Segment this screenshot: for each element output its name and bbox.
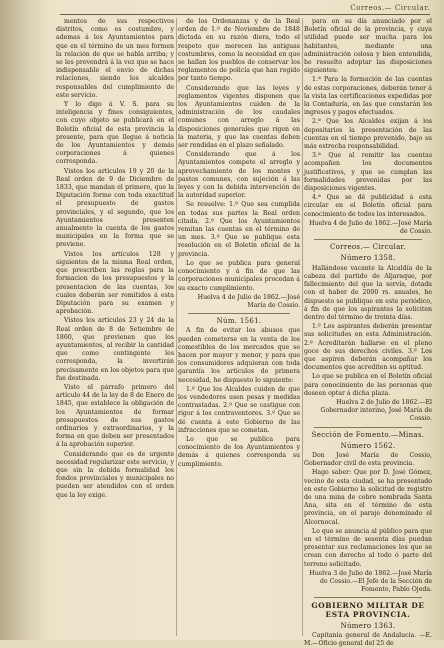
paragraph: Lo que se anuncia al público para que en el término de sesenta días puedan presentar sus reclamaciones los que se crean con derecho al todo ó parte del terreno solicitado. bbox=[304, 527, 432, 568]
paragraph: Lo que se publica en el Boletín oficial para conocimiento de las personas que deseen optar á dicha plaza. bbox=[304, 373, 432, 397]
paragraph: 2.ª Que los Alcaldes exijan á los depositarios la presentación de las cuentas en el tiempo prevenido, bajo su más estrecha responsabilidad. bbox=[304, 118, 432, 151]
section-number: Número 1358. bbox=[340, 254, 396, 263]
column-separator bbox=[302, 18, 303, 636]
paragraph: Vistos los artículos 128 y siguientes de la misma Real orden, que prescriben las reglas para la formacion de los presupuestos y la presentacion de las cuentas, los cuales deberán ser remitidos á esta Diputación para su examen y aprobación. bbox=[56, 250, 174, 316]
paragraph: Lo que se publica para general conocimiento y á fin de que las corporaciones municipales procedan á su exacto cumplimiento. bbox=[178, 259, 300, 292]
section-heading: Correos.— Circular. bbox=[330, 243, 406, 252]
paragraph: Hallándose vacante la Alcaldía de la cabeza del partido de Aljaraque, por fallecimiento del que la servía, dotada con el haber de 2000 rs. anuales, he dispuesto se publique en este periódico, á fin de que los aspirantes la soliciten dentro del término de treinta días. bbox=[304, 264, 432, 321]
paragraph: Considerando que es de urgente necesidad regularizar este servicio, y que sin la debida formalidad los fondos provinciales y municipales no pueden ser atendidos con el orden que la ley exige. bbox=[56, 450, 174, 499]
divider bbox=[314, 597, 422, 598]
signature: Huelva 3 de Julio de 1862.—José María de Cossio.—El Jefe de la Sección de Fomento, Pablo Ojeda. bbox=[309, 569, 432, 594]
column-2 bbox=[178, 18, 300, 636]
paragraph: Considerando que las leyes y reglamentos vigentes disponen que los Ayuntamientos cuiden de la administración de los caudales comunes con arreglo á las disposiciones generales que rigen en la materia, y que las cuentas deben ser rendidas en el plazo señalado. bbox=[178, 84, 300, 150]
divider bbox=[314, 239, 422, 240]
paragraph: 4.ª Que se dé publicidad á esta circular en el Boletín oficial para conocimiento de todos los interesados. bbox=[304, 194, 432, 218]
paragraph: Vistos los artículos 19 y 20 de la Real orden de 9 de Diciembre de 1833, que mandan el primero, que la Diputación forme con toda exactitud el presupuesto de gastos provinciales, y el segundo, que los Ayuntamientos presenten anualmente la cuenta de los gastos municipales en la forma que se previene. bbox=[56, 167, 174, 249]
paragraph: Considerando que á los Ayuntamientos compete el arreglo y aprovechamiento de los montes y pastos comunes, con sujeción á las leyes y con la debida intervención de la autoridad superior. bbox=[178, 151, 300, 200]
divider bbox=[314, 427, 422, 428]
column-separator bbox=[176, 18, 177, 636]
paragraph: Don José María de Cossio, Gobernador civil de esta provincia. bbox=[304, 451, 432, 468]
signature: Huelva 4 de Julio de 1862.—José María de Cossio. bbox=[197, 293, 300, 309]
binding-shadow bbox=[0, 0, 50, 640]
paragraph: Lo que se publica para conocimiento de los Ayuntamientos y demás á quienes corresponda su cumplimiento. bbox=[178, 435, 300, 468]
paragraph: de los Ordenanzas y de la Real orden de 1.º de Noviembre de 1848 dictada en su razón diera, todo el respeto que merecen las antiguas costumbres, como la necesidad en que se hallan los pueblos de conservar los reglamentos de policía que han regido por tanto tiempo. bbox=[178, 18, 300, 83]
paragraph: 3.ª Que al remitir las cuentas acompañen los documentos justificativos, y que se cumplan las formalidades prevenidas por las disposiciones vigentes. bbox=[304, 152, 432, 193]
section-number: Número 1363. bbox=[340, 621, 396, 630]
paragraph: Se resuelve: 1.º Que sea cumplida en todas sus partes la Real orden citada. 2.º Que los Ayuntamientos remitan las cuentas en el término de un mes. 3.º Que se publique esta resolución en el Boletín oficial de la provincia. bbox=[178, 201, 300, 258]
signature: Huelva 4 de Julio de 1862.—José María de Cossio. bbox=[309, 219, 432, 236]
paragraph: A fin de evitar los abusos que pueden cometerse en la venta de los comestibles de los mercados que se hacen por mayor y menor, y para que los consumidores adquieran con toda garantía los artículos de primera necesidad, he dispuesto lo siguiente: bbox=[178, 327, 300, 384]
paragraph: Capitanía general de Andalucía. —E. M.—Oficio general del 25 de bbox=[304, 632, 432, 648]
header-rule bbox=[60, 14, 430, 15]
paragraph: Vistos los artículos 23 y 24 de la Real orden de 8 de Setiembre de 1860, que previenen que los ayuntamientos, al recibir la cantidad que como contingente les corresponda, la invertirán precisamente en los objetos para que fue destinada. bbox=[56, 317, 174, 382]
paragraph: Hago saber: Que por D. José Gómez, vecino de esta ciudad, se ha presentado en este Gobierno la solicitud de registro de una mina de cobre nombrada Santa Ana, sita en el término de esta provincia, en el paraje denominado el Alcornocal. bbox=[304, 469, 432, 526]
signature: Huelva 2 de Julio de 1862.—El Gobernador interino, José María de Cossio. bbox=[320, 398, 432, 423]
paragraph: Visto el párrafo primero del artículo 44 de la ley de 8 de Enero de 1845, que establece la obligación de los Ayuntamientos de formar presupuestos de sus gastos ordinarios y extraordinarios, y la forma en que deben ser presentados á la aprobación superior. bbox=[56, 383, 174, 449]
paragraph: para en su día anunciado por el Boletín oficial de la provincia, y cuya utilidad puede ser mucha para los habitantes, mediante una administración celosa y bien entendida, he resuelto adoptar las disposiciones siguientes: bbox=[304, 18, 432, 75]
paragraph: Y lo digo á V. S. para su inteligencia y fines consiguientes, con cuyo objeto se publicará en el Boletín oficial de esta provincia la presente, para que llegue á noticia de los Ayuntamientos y demás corporaciones á quienes corresponda. bbox=[56, 101, 174, 166]
section-number: Número 1562. bbox=[340, 441, 396, 450]
paragraph: mentos de sus respectivos distritos, como es costumbre, y ademas á los Ayuntamientos para que en el término de un mes formen la relación de que se habla arriba; y se les prevendrá á la vez que se hace indispensable el envio de dichas relaciones, siendo los alcaldes responsables del cumplimiento de este servicio. bbox=[56, 18, 174, 99]
header-right: Correos.— Circular. bbox=[350, 4, 430, 12]
paragraph: 1.º Los aspirantes deberán presentar sus solicitudes en esta Administración. 2.º Acreditarán hallarse en el pleno goce de sus derechos civiles. 3.º Los que aspiren deberán acompañar los documentos que acrediten su aptitud. bbox=[304, 323, 432, 372]
paragraph: 1.º Que los Alcaldes cuiden de que los vendedores usen pesas y medidas contrastadas. 2.º Que se castigue con rigor á los contraventores. 3.º Que se dé cuenta á este Gobierno de las infracciones que se cometan. bbox=[178, 385, 300, 434]
column-1 bbox=[56, 18, 174, 636]
section-heading: Sección de Fomento.—Minas. bbox=[311, 430, 425, 439]
column-3 bbox=[304, 18, 432, 648]
section-number: Núm. 1561. bbox=[216, 317, 262, 326]
paragraph: 1.ª Para la formación de las cuentas de estas corporaciones, deberán tener á la vista las certificaciones expedidas por la Contaduría, en las que constarán los ingresos y pagos efectuados. bbox=[304, 76, 432, 117]
divider bbox=[188, 313, 290, 314]
military-heading: GOBIERNO MILITAR DE ESTA PROVINCIA. bbox=[311, 601, 425, 619]
